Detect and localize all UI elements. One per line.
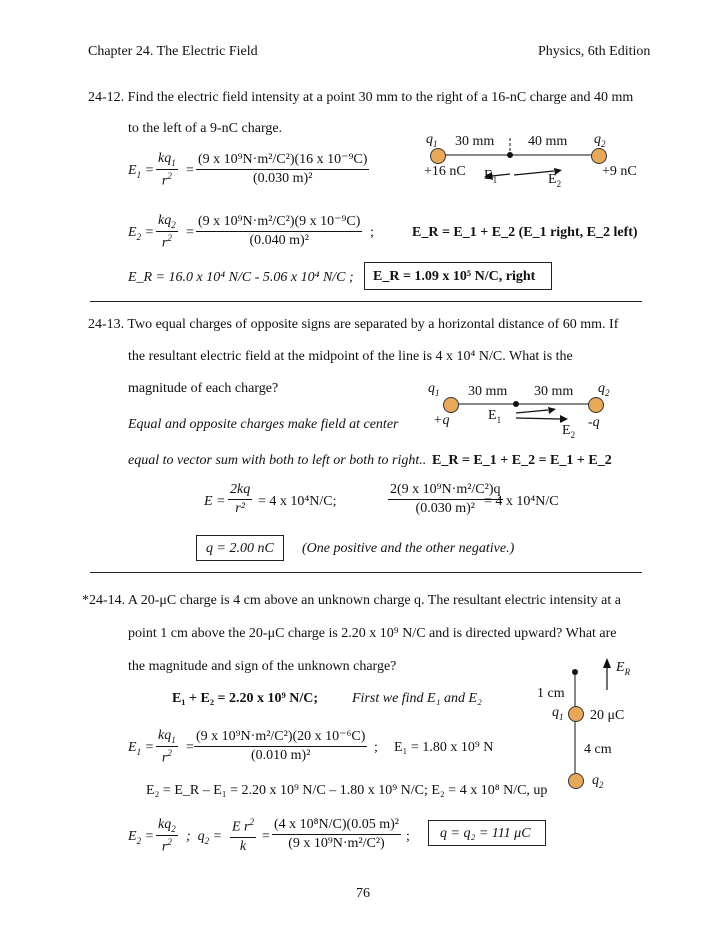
p13-f2-label: E: [562, 423, 571, 438]
p12-c1-label: +16 nC: [424, 164, 466, 179]
p14-q2-value-frac: (4 x 10⁸N/C)(0.05 m)² (9 x 10⁹N·m²/C²): [274, 817, 399, 851]
p13-c1-label: +q: [433, 413, 450, 428]
header-right: Physics, 6th Edition: [538, 44, 651, 59]
p14-statement-3: the magnitude and sign of the unknown charge?: [128, 659, 397, 674]
p13-q1-label: q: [428, 381, 435, 396]
p13-e-lhs: E =: [204, 494, 226, 509]
p14-field-point: [572, 669, 578, 675]
p14-q1-label: q: [552, 705, 559, 720]
p14-e1-lhs: $E_1$ =: [128, 740, 155, 757]
p14-e2-line: E₂ = E_R – E₁ = 2.20 x 10⁹ N/C – 1.80 x 10⁹ N/C; E₂ = 4 x 10⁸ N/C, up: [146, 783, 548, 798]
p12-f1-label: E: [484, 168, 493, 183]
p12-d2-label: 40 mm: [528, 134, 568, 149]
p12-c2-label: +9 nC: [602, 164, 637, 179]
p13-tail2: = 4 x 10⁴N/C: [484, 494, 559, 509]
p13-c2-label: -q: [588, 415, 600, 430]
p12-f2-label: E: [548, 172, 557, 187]
p12-e1-value-frac: (9 x 10⁹N·m²/C²)(16 x 10⁻⁹C) (0.030 m)²: [198, 152, 368, 186]
p12-d1-label: 30 mm: [455, 134, 495, 149]
p13-statement-2: the resultant electric field at the midpoint of the line is 4 x 10⁴ N/C. What is the: [128, 349, 573, 364]
p14-d1-label: 1 cm: [537, 686, 565, 701]
p14-e2-lhs: $E_2$ =: [128, 829, 155, 846]
p12-e2-lhs: $E_2$ =: [128, 225, 155, 242]
p14-e1-tail: ;: [374, 740, 378, 755]
p13-value-frac: 2(9 x 10⁹N·m²/C²)q (0.030 m)²: [390, 482, 501, 516]
p13-note-1: Equal and opposite charges make field at center: [128, 417, 399, 432]
p14-e2-kq-frac: $kq_2$ $r^2$: [158, 817, 176, 855]
p14-rule: E₁ + E₂ = 2.20 x 10⁹ N/C;: [172, 691, 318, 706]
p13-e-frac: 2kq r²: [230, 482, 251, 516]
p12-statement-2: to the left of a 9-nC charge.: [128, 121, 283, 136]
p14-answer: q = q₂ = 111 μC: [440, 826, 531, 841]
p13-statement-3: magnitude of each charge?: [128, 381, 279, 396]
p13-e-tail: = 4 x 10⁴N/C;: [258, 494, 337, 509]
p14-q2-tail: ;: [406, 829, 410, 844]
p13-d2-label: 30 mm: [534, 384, 574, 399]
p14-statement-1: *24-14. A 20-μC charge is 4 cm above an unknown charge q. The resultant electric intensity at a: [82, 593, 621, 608]
page-number: 76: [356, 886, 370, 901]
p14-e1-result: E₁ = 1.80 x 10⁹ N: [394, 740, 494, 755]
p14-charge-q2: [568, 773, 584, 789]
p13-er-rule: E_R = E_1 + E_2 = E_1 + E_2: [432, 453, 612, 468]
p14-er-label: E: [616, 660, 625, 675]
p14-e1-kq-frac: $kq_1$ $r^2$: [158, 728, 176, 766]
p13-f1-label: E: [488, 408, 497, 423]
p13-answer-note: (One positive and the other negative.): [302, 541, 515, 556]
p14-e1-value-frac: (9 x 10⁹N·m²/C²)(20 x 10⁻⁶C) (0.010 m)²: [196, 729, 366, 763]
p12-e1-lhs: $E_1$ =: [128, 163, 155, 180]
p12-answer: E_R = 1.09 x 10⁵ N/C, right: [373, 269, 536, 284]
p13-d1-label: 30 mm: [468, 384, 508, 399]
p14-rule-note: First we find E₁ and E₂: [352, 691, 482, 706]
p12-er-rule: E_R = E_1 + E_2 (E_1 right, E_2 left): [412, 225, 638, 240]
p12-q1-label: q: [426, 132, 433, 147]
p14-q2-label: q: [592, 773, 599, 788]
p14-d2-label: 4 cm: [584, 742, 612, 757]
header-left: Chapter 24. The Electric Field: [88, 44, 258, 59]
p12-q2-label: q: [594, 132, 601, 147]
p14-c1-label: 20 μC: [590, 708, 625, 723]
p12-er-line: E_R = 16.0 x 10⁴ N/C - 5.06 x 10⁴ N/C ;: [128, 270, 354, 285]
p12-statement-1: 24-12. Find the electric field intensity at a point 30 mm to the right of a 16-nC charge and 40 mm: [88, 90, 634, 105]
p12-e1-kq-frac: $kq_1$ $r^2$: [158, 151, 176, 189]
p14-q2-frac: E $r^2$ k: [232, 817, 254, 854]
p14-statement-2: point 1 cm above the 20-μC charge is 2.20 x 10⁹ N/C and is directed upward? What are: [128, 626, 617, 641]
p13-statement-1: 24-13. Two equal charges of opposite signs are separated by a horizontal distance of 60 mm. If: [88, 317, 619, 332]
p14-q2-lhs: q: [197, 829, 205, 844]
p13-note-2: equal to vector sum with both to left or both to right..: [128, 453, 427, 468]
p13-answer: q = 2.00 nC: [206, 541, 274, 556]
p12-e2-value-frac: (9 x 10⁹N·m²/C²)(9 x 10⁻⁹C) (0.040 m)²: [198, 214, 361, 248]
p12-e2-tail: ;: [370, 225, 374, 240]
p12-e2-kq-frac: $kq_2$ $r^2$: [158, 213, 176, 251]
p13-q2-label: q: [598, 381, 605, 396]
p14-charge-q1: [568, 706, 584, 722]
